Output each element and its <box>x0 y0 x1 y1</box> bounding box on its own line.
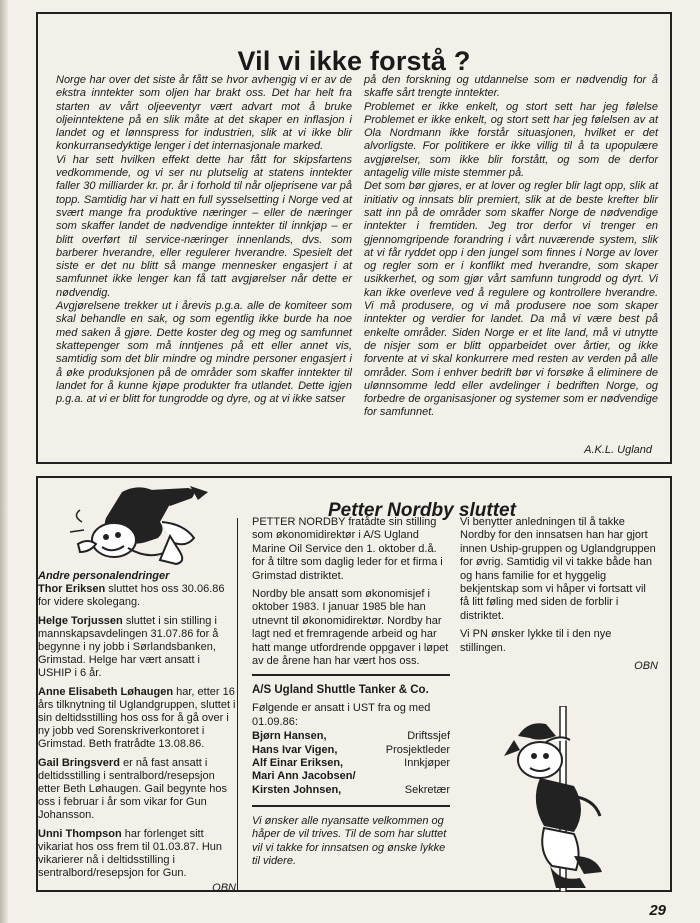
editorial-title: Vil vi ikke forstå ? <box>237 46 471 77</box>
editorial-paragraph: Vi har sett hvilken effekt dette har fått for skipsfartens vedkommende, og vi ser nu plutselig at statens inntekter faller 30 milliarder kr. pr. år i forhold til når oljeprisene var på topp. Samtidig har vi hatt en full sysselsetting i Norge ved at svært mange fra produktive næringer – eller de næringer som skaffer landet de nødvendige inntekter til innkjøp – er blitt overført til service-næringer innenlands, dvs. som barberer hverandre, eller regulerer hverandre. Spesielt det siste er det nu blitt så mange mennesker engasjert i at samfunnet ikke lenger kan få tatt avgjørelser når dette er nødvendig. <box>56 153 352 299</box>
article-paragraph: PETTER NORDBY fratådte sin stilling som økonomidirektør i A/S Ugland Marine Oil Service den 1. oktober d.å. for å tiltre som daglig leder for et firma i Grimstad distriktet. <box>252 516 443 582</box>
employee-name: Mari Ann Jacobsen/ <box>252 770 356 783</box>
personnel-column <box>38 570 240 895</box>
personnel-text: sluttet hos oss 30.06.86 for videre skolegang. <box>38 583 225 608</box>
shuttle-intro: Følgende er ansatt i UST fra og med 01.09.86: <box>252 702 431 728</box>
personnel-text: sluttet i sin stilling i mannskapsavdelingen 31.07.86 for å begynne i ny jobb i Sørlandsbanken, Grimstad. Helge har vært ansatt i USHIP i 6 år. <box>38 615 219 679</box>
article-title: Petter Nordby sluttet <box>328 499 516 521</box>
section-divider <box>252 805 450 807</box>
section-divider <box>252 674 450 676</box>
personnel-text: er nå fast ansatt i deltidsstilling i sentralbord/resepsjon etter Beth Løhaugen. Gail begynte hos oss i februar i år som vikar for Gun Johansson. <box>38 757 227 821</box>
editorial-column-right <box>364 74 658 420</box>
personnel-entry <box>38 828 236 880</box>
cartoon-character-on-pole-icon <box>500 706 618 892</box>
article-box <box>36 476 672 892</box>
employee-role: Driftssjef <box>407 730 450 743</box>
page-binding-shadow <box>0 0 8 923</box>
employee-name: Kirsten Johnsen, <box>252 783 342 796</box>
article-paragraph: Vi benytter anledningen til å takke Nordby for den innsatsen han har gjort innen Uship-gruppen og Uglandgruppen for øvrig. Samtidig vil vi takke både han og hans familie for et hyggelig bekjentskap som vi håper vi fortsatt vil få litt føling med siden de forblir i distriktet. <box>460 516 656 622</box>
personnel-entry <box>38 686 236 751</box>
personnel-name: Thor Eriksen <box>38 583 106 595</box>
article-paragraph: Nordby ble ansatt som økonomisjef i oktober 1983. I januar 1985 ble han utnevnt til økonomidirektør. Nordby har lagt ned et fremragende arbeid og har hatt mange utfordrende oppgaver i løpet av de årene han har vært hos oss. <box>252 588 449 668</box>
employee-role: Prosjektleder <box>385 743 450 756</box>
employee-row <box>252 770 450 783</box>
editorial-box <box>36 12 672 464</box>
column-divider <box>237 518 238 890</box>
employee-role: Innkjøper <box>404 757 450 769</box>
personnel-text: har forlenget sitt vikariat hos oss frem til 01.03.87. Hun vikarierer nå i deltidsstilling i sentralbord/resepsjon for Gun. <box>38 828 223 879</box>
page-number: 29 <box>649 902 666 919</box>
personnel-name: Helge Torjussen <box>38 615 123 627</box>
editorial-paragraph: Norge har over det siste år fått se hvor avhengig vi er av de ekstra inntekter som oljen har brakt oss. Det har helt fra starten av vårt oljeeventyr vært advart mot å bruke oljeinntektene på en slik måte at det skaper en inflasjon i landet og et lønnspress for industrien, slik at vi ikke blir konkurransedyktige lenger i det internasjonale marked. <box>56 74 352 153</box>
shuttle-heading: A/S Ugland Shuttle Tanker & Co. <box>252 683 429 696</box>
editorial-paragraph: Avgjørelsene trekker ut i årevis p.g.a. alle de komiteer som skal behandle en sak, og som egentlig ikke burde ha noe med saken å gjøre. Dette koster deg og meg og samfunnet skattepenger som må inntjenes på ett eller annet vis, samtidig som det blir mindre og mindre personer engasjert i å øke produksjonen på de områder som skaffer inntekter til landet for å kunne kjøpe produkter fra utlandet. Dette igjen p.g.a. at vi er blitt for tungrodde og dyre, og at vi ikke satser <box>56 300 352 406</box>
personnel-name: Anne Elisabeth Løhaugen <box>38 686 174 698</box>
employee-role: Sekretær <box>404 783 450 796</box>
shuttle-closing: Vi ønsker alle nyansatte velkommen og håper de vil trives. Til de som har sluttet vil vi takke for innsatsen og ønske lykke til videre. <box>252 814 447 867</box>
personnel-signature: OBN <box>212 882 236 894</box>
editorial-column-left <box>56 74 352 406</box>
employee-row <box>252 757 450 770</box>
personnel-entry <box>38 583 236 609</box>
editorial-paragraph: Problemet er ikke enkelt, og stort sett har jeg følelse Problemet er ikke enkelt, og stort sett har jeg følelsen av at Ola Nordmann ikke forstår situasjonen, hvilket er det alvorligste. For politikere er ikke villig til å ta upopulære avgjørelser, som ikke blir forstått, og som de derfor antagelig ville miste stemmer på. <box>364 100 658 180</box>
employee-name: Bjørn Hansen, <box>252 730 327 743</box>
employee-row <box>252 784 450 797</box>
employee-name: Hans Ivar Vigen, <box>252 743 338 756</box>
cartoon-character-sliding-icon <box>62 482 212 568</box>
employee-name: Alf Einar Eriksen, <box>252 757 344 769</box>
editorial-paragraph: på den forskning og utdannelse som er nødvendig for å skaffe sårt trengte inntekter. <box>364 74 658 100</box>
employee-row <box>252 744 450 757</box>
personnel-heading: Andre personalendringer <box>38 570 170 582</box>
personnel-name: Gail Bringsverd <box>38 757 120 769</box>
article-right-column <box>460 516 658 678</box>
personnel-entry <box>38 757 236 822</box>
personnel-name: Unni Thompson <box>38 828 122 840</box>
article-middle-column <box>252 516 450 873</box>
editorial-signature: A.K.L. Ugland <box>584 444 652 456</box>
personnel-text: har, etter 16 års tilknytning til Uglandgruppen, sluttet i sin deltidsstilling hos oss for å gå over i ny jobb ved Sorenskriverkontoret i Grimstad. Beth fratrådte 13.08.86. <box>38 686 236 750</box>
article-paragraph: Vi PN ønsker lykke til i den nye stillingen. <box>460 628 612 654</box>
article-signature: OBN <box>634 660 658 673</box>
editorial-paragraph: Det som bør gjøres, er at lover og regler blir lagt opp, slik at initiativ og innsats blir premiert, slik at de beste krefter blir satt inn på de områder som skaffer Norge de nødvendige inntekter i fremtiden. Jeg tror derfor vi trenger en gjennomgripende forandring i vårt nuværende system, slik at vi får ryddet opp i den jungel som finnes i Norge av lover og regler som er i konflikt med hverandre, som skaper usikkerhet, og som gjør vårt samfunn tungrodd og dyrt. Vi kan ikke overleve ved å regulere og kontrollere hverandre. Vi må produsere, og vi må produsere noe som skaper inntekter og verdier for landet. Da må vi være best på enkelte områder. Siden Norge er et lite land, må vi utnytte de nisjer som er blitt opparbeidet over årtier, og ikke forvente at vi skal konkurrere med resten av verden på alle områder. Som i enhver bedrift bør vi forsøke å eliminere de ulønnsomme ledd eller avdelinger i bedriften Norge, og forbedre de organisasjoner og systemer som er nødvendige for samfunnet. <box>364 180 658 419</box>
employee-row <box>252 730 450 743</box>
personnel-entry <box>38 615 236 680</box>
